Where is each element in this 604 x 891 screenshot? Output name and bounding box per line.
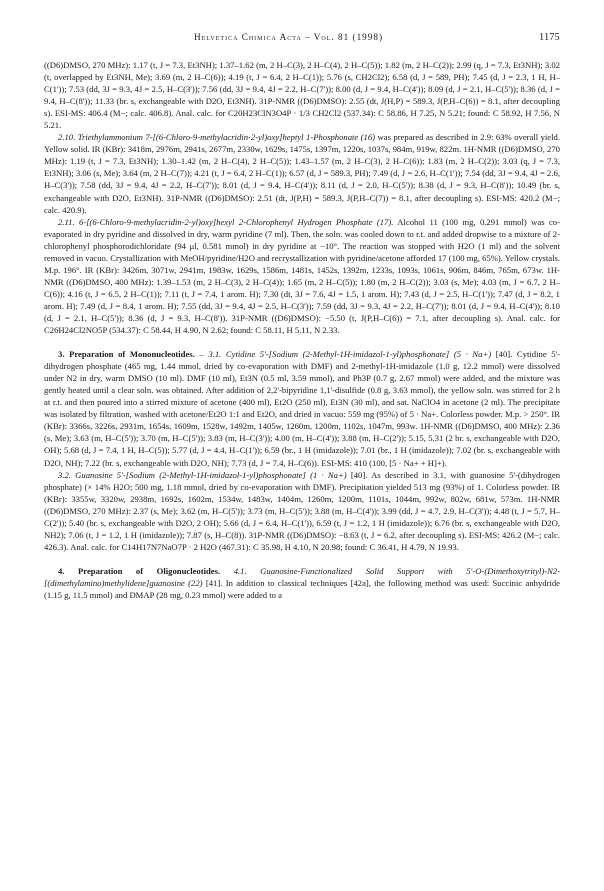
- section-heading: 3. Preparation of Mononucleotides.: [58, 349, 195, 360]
- section-4-paragraph: [44, 565, 560, 601]
- journal-title: Helvetica Chimica Acta – Vol. 81 (1998): [194, 32, 384, 42]
- page: [44, 32, 560, 601]
- page-header: [44, 32, 560, 43]
- entry-body: [41]. In addition to classical techniques [42a], the following method was used: Succinic anhydride (1.15 g, 11.5 mmol) and DMAP (28 mg, 0.23 mmol) were added to a: [44, 577, 560, 600]
- section-3-paragraph: 3. Preparation of Mononucleotides. – 3.1. Cytidine 5'-[Sodium (2-Methyl-1H-imidazol-1-yl)phosphonate] (5 · Na+) [40]. Cytidine 5'-dihydrogen phosphate (465 mg, 1.44 mmol, dried by co-evaporation with DMF) and 2-methyl-1H-imidazole (1.0 g, 12.2 mmol) were dissolved under N2 in dry, warm DMSO (10 ml). DMF (10 ml), Et3N (0.5 ml, 3.59 mmol), and Ph3P (0.7 g, 2.67 mmol) were added, and the mixture was gently heated until a clear soln. was obtained. After addition of 2,2'-bipyridine 1,1'-disulfide (0.8 g, 3.63 mmol), the yellow soln. was stirred for 2 h at r.t. and then poured into a stirred mixture of acetone (400 ml), Et2O (250 ml), Et3N (30 ml), and sat. NaClO4 in acetone (2 ml). The precipitate was isolated by filtration, washed with acetone/Et2O 1:1 and Et2O, and dried in vacuo: 559 mg (95%) of 5 · Na+. Colorless powder. M.p. > 250°. IR (KBr): 3366s, 3226s, 2931m, 1654s, 1609m, 1528w, 1492m, 1405w, 1260m, 1200m, 1102s, 1047m, 993w. 1H-NMR ((D6)DMSO, 400 MHz): 2.36 (s, Me); 3.63 (m, H–C(5')); 3.70 (m, H–C(5')); 3.83 (m, H–C(3')); 4.00 (m, H–C(4')); 3.88 (m, H–C(2')); 5.15, 5.31 (2 br. s, exchangeable with D2O, OH); 5.68 (d, J = 7.4, 1 H, H–C(5)); 5.77 (d, J = 4.4, H–C(1')); 6.59 (br., 1 H (imidazole)); 7.01 (br., 1 H (imidazole)); 7.02 (br. s, exchangeable with D2O, NH); 7.22 (br. s, exchangeable with D2O, NH); 7.73 (d, J = 7.4, H–C(6)). ESI-MS: 410 (100, [5 · Na+ + H]+).: [44, 349, 560, 468]
- continued-paragraph: ((D6)DMSO, 270 MHz): 1.17 (t, J = 7.3, Et3NH); 1.37–1.62 (m, 2 H–C(3), 2 H–C(4), 2 H–C(5)); 1.82 (m, 2 H–C(2)); 2.99 (q, J = 7.3, Et3NH); 3.02 (t, overlapped by Et3NH, Me); 3.69 (m, 2 H–C(6)); 4.19 (t, J = 6.4, 2 H–C(1)); 5.76 (s, CH2Cl2); 6.58 (d, J = 589, PH); 7.45 (d, J = 2.3, 1 H, H–C(1')); 7.53 (dd, 3J = 9.3, 4J = 2.5, H–C(3')); 7.56 (dd, 3J = 9.4, 4J = 2.2, H–C(7')); 8.00 (d, J = 9.4, H–C(4')); 8.09 (d, J = 2.1, H–C(5')); 8.36 (d, J = 9.4, H–C(8')); 11.33 (br. s, exchangeable with D2O, Et3NH). 31P-NMR ((D6)DMSO): 2.55 (dt, J(H,P) = 589.3, J(P,H–C(6)) = 8.1, after decoupling s). ESI-MS: 406.4 (M−; calc. 406.8). Anal. calc. for C20H23ClN3O4P · 1/3 CH2Cl2 (537.34): C 58.86, H 7.25, N 5.21; found: C 58.92, H 7.56, N 5.21.: [44, 60, 560, 131]
- entry-2-10: [44, 131, 560, 215]
- entry-2-11: [44, 216, 560, 336]
- entry-body: [40]. Cytidine 5'-dihydrogen phosphate (465 mg, 1.44 mmol, dried by co-evaporation with DMF) and 2-methyl-1H-imidazole (1.0 g, 12.2 mmol) were dissolved under N2 in dry, warm DMSO (10 ml). DMF (10 ml), Et3N (0.5 ml, 3.59 mmol), and Ph3P (0.7 g, 2.67 mmol) were added, and the mixture was gently heated until a clear soln. was obtained. After addition of 2,2'-bipyridine 1,1'-disulfide (0.8 g, 3.63 mmol), the yellow soln. was stirred for 2 h at r.t. and then poured into a stirred mixture of acetone (400 ml), Et2O (250 ml), Et3N (30 ml), and sat. NaClO4 in acetone (2 ml). The precipitate was isolated by filtration, washed with acetone/Et2O 1:1 and Et2O, and dried in vacuo: 559 mg (95%) of 5 · Na+. Colorless powder. M.p. > 250°. IR (KBr): 3366s, 3226s, 2931m, 1654s, 1609m, 1528w, 1492m, 1405w, 1260m, 1200m, 1102s, 1047m, 993w. 1H-NMR ((D6)DMSO, 400 MHz): 2.36 (s, Me); 3.63 (m, H–C(5')); 3.70 (m, H–C(5')); 3.83 (m, H–C(3')); 4.00 (m, H–C(4')); 3.88 (m, H–C(2')); 5.15, 5.31 (2 br. s, exchangeable with D2O, OH); 5.68 (d, J = 7.4, 1 H, H–C(5)); 5.77 (d, J = 4.4, H–C(1')); 6.59 (br., 1 H (imidazole)); 7.01 (br., 1 H (imidazole)); 7.02 (br. s, exchangeable with D2O, NH); 7.22 (br. s, exchangeable with D2O, NH); 7.73 (d, J = 7.4, H–C(6)). ESI-MS: 410 (100, [5 · Na+ + H]+).: [44, 349, 560, 468]
- entry-body: was prepared as described in 2.9: 63% overall yield. Yellow solid. IR (KBr): 3418m, 2976m, 2941s, 2677m, 2330w, 1629s, 1475s, 1397m, 1220s, 1037s, 984m, 919w, 822m. 1H-NMR ((D6)DMSO, 270 MHz): 1.19 (t, J = 7.3, Et3NH); 1.30–1.42 (m, 2 H–C(4), 2 H–C(5)); 1.43–1.57 (m, 2 H–C(3), 2 H–C(6)); 1.83 (m, 2 H–C(2)); 3.03 (q, J = 7.3, Et3NH); 3.06 (s, Me); 3.64 (m, 2 H–C(7)); 4.21 (t, J = 6.4, 2 H–C(1)); 6.57 (d, J = 589.3, PH); 7.49 (d, J = 2.6, H–C(1')); 7.54 (dd, 3J = 9.4, 4J = 2.6, H–C(3')); 7.58 (dd, 3J = 9.4, 4J = 2.2, H–C(7')); 8.01 (d, J = 9.4, H–C(4')); 8.11 (d, J = 2.0, H–C(5')); 8.38 (d, J = 9.3, H–C(8')); 10.49 (br. s, exchangeable with D2O, Et3NH). 31P-NMR ((D6)DMSO): 2.51 (dt, J(P,H) = 589.3, J(P,H–C(7)) = 8.1, after decoupling s). ESI-MS: 420.2 (M−; calc. 420.9).: [44, 132, 560, 215]
- entry-heading: 2.10. Triethylammonium 7-[(6-Chloro-9-methylacridin-2-yl)oxy]heptyl 1-Phosphonate (16): [58, 132, 376, 143]
- section-heading: 4. Preparation of Oligonucleotides.: [58, 565, 221, 576]
- entry-heading: 2.11. 6-[(6-Chloro-9-methylacridin-2-yl)oxy]hexyl 2-Chlorophenyl Hydrogen Phosphate (17).: [58, 216, 394, 227]
- entry-heading: 4.1. Guanosine-Functionalized Solid Support with 5'-O-(Dimethoxytrityl)-N2-[(dimethylamino)methylidene]guanosine (22): [44, 565, 561, 588]
- entry-body: [40]. As described in 3.1, with guanosine 5'-(dihydrogen phosphate) (× 14% H2O; 500 mg, 1.18 mmol, dried by co-evaporation with DMF). Precipitation yielded 513 mg (93%) of 1. Colorless powder. IR (KBr): 3355w, 3320w, 2938m, 1692s, 1602m, 1534w, 1483w, 1404m, 1260m, 1200m, 1101s, 1044m, 992w, 802w, 681w, 573m. 1H-NMR ((D6)DMSO, 270 MHz): 2.37 (s, Me); 3.62 (m, H–C(5')); 3.73 (m, H–C(5')); 3.88 (m, H–C(4')); 3.99 (dd, J = 4.7, 2.9, H–C(3')); 4.48 (t, J = 5.7, H–C(2')); 5.40 (br. s, exchangeable with D2O, 2 OH); 5.66 (d, J = 6.4, H–C(1')), 6.59 (t, J = 1.2, 1 H (imidazole)); 6.76 (br. s, exchangeable with D2O, NH2); 7.06 (t, J = 1.2, 1 H (imidazole)); 7.87 (s, H–C(8)). 31P-NMR ((D6)DMSO): −8.63 (t, J = 6.2, after decoupling s). ESI-MS: 426.2 (M−; calc. 426.3). Anal. calc. for C14H17N7NaO7P · 2 H2O (467.31): C 35.98, H 4.10, N 20.98; found: C 36.41, H 4.79, N 19.93.: [44, 469, 561, 552]
- page-number: 1175: [539, 32, 560, 43]
- entry-heading: 3.2. Guanosine 5'-[Sodium (2-Methyl-1H-imidazol-1-yl)phosphonate] (1 · Na+): [58, 469, 347, 480]
- entry-3-2: [44, 469, 560, 553]
- entry-heading: 3.1. Cytidine 5'-[Sodium (2-Methyl-1H-imidazol-1-yl)phosphonate] (5 · Na+): [208, 349, 492, 360]
- entry-body: Alcohol 11 (100 mg, 0.291 mmol) was co-evaporated in dry pyridine and dissolved in dry, warm pyridine (7 ml). Then, the soln. was cooled down to r.t. and added dropwise to a mixture of 2-chlorophenyl phosphorodichloridate (94 μl, 0.581 mmol) in dry pyridine at −10°. The reaction was stopped with H2O (1 ml) and the solvent removed in vacuo. Crystallization with MeOH/pyridine/H2O and recrystallization with pyridine/acetone afforded 17 (100 mg, 65%). Yellow crystals. M.p. 196°. IR (KBr): 3426m, 3071w, 2941m, 1983w, 1629s, 1586m, 1481s, 1452s, 1392m, 1233s, 1093s, 1061s, 906m, 846m, 765m, 673w. 1H-NMR ((D6)DMSO, 400 MHz): 1.39–1.53 (m, 2 H–C(3), 2 H–C(4)); 1.65 (m, 2 H–C(5)); 1.80 (m, 2 H–C(2)); 3.03 (s, Me); 4.03 (m, J = 6.7, 2 H–C(6)); 4.16 (t, J = 6.5, 2 H–C(1)); 7.11 (t, J = 7.4, 1 arom. H); 7.30 (dt, 3J = 7.6, 4J = 1.5, 1 arom. H); 7.43 (d, J = 2.5, H–C(1')); 7.47 (d, J = 8.2, 1 arom. H); 7.49 (d, J = 8.4, 1 arom. H); 7.55 (dd, 3J = 9.4, 4J = 2.5, H–C(3')); 7.59 (dd, 3J = 9.3, 4J = 2.2, H–C(7')); 8.01 (d, J = 9.4, H–C(4')); 8.10 (d, J = 2.1, H–C(5')); 8.36 (d, J = 9.3, H–C(8')). 31P-NMR ((D6)DMSO): −5.50 (t, J(P,H–C(6)) = 7.1, after decoupling s). Anal. calc. for C26H24Cl2NO5P (534.37): C 58.44, H 4.90, N 2.62; found: C 58.11, H 5.11, N 2.33.: [44, 216, 560, 336]
